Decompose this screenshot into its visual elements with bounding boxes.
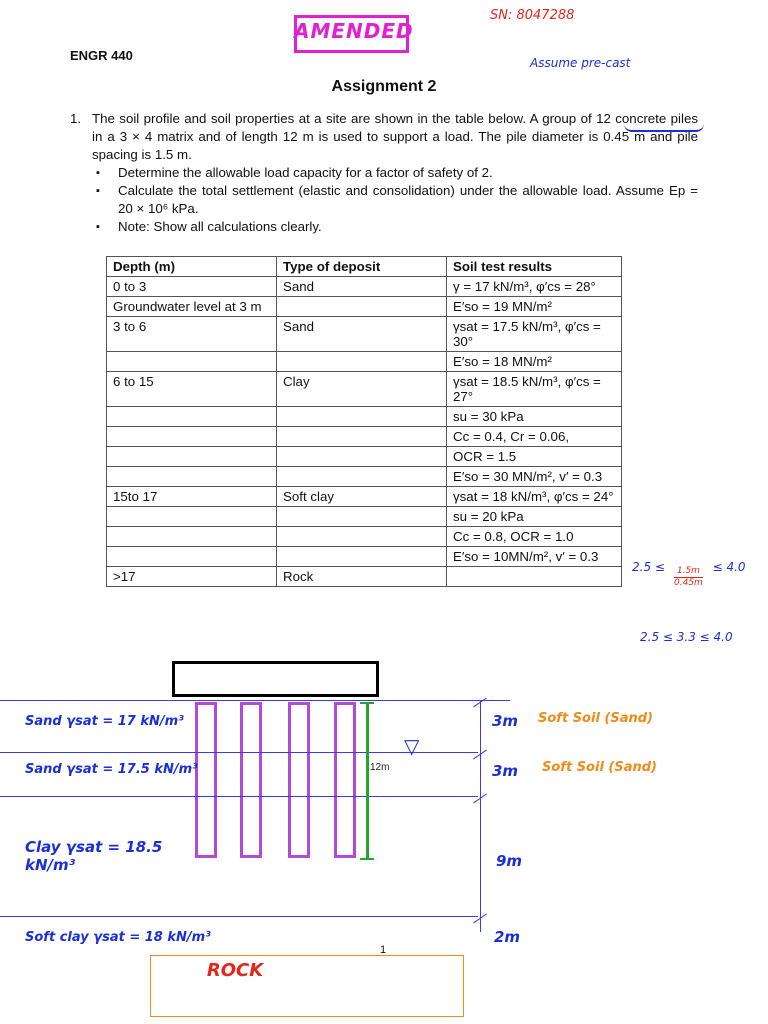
table-cell: Cc = 0.8, OCR = 1.0	[447, 527, 622, 547]
question-bullets	[92, 164, 698, 236]
table-cell: γsat = 17.5 kN/m³, φ′cs = 30°	[447, 317, 622, 352]
pile	[195, 702, 217, 858]
water-table-icon: ▽	[404, 736, 420, 758]
table-cell	[107, 507, 277, 527]
precast-note: Assume pre-cast	[530, 56, 631, 70]
handwritten-underline	[624, 124, 704, 132]
column-header: Depth (m)	[107, 257, 277, 277]
table-cell	[277, 352, 447, 372]
table-cell: su = 20 kPa	[447, 507, 622, 527]
table-cell	[277, 527, 447, 547]
table-cell: 6 to 15	[107, 372, 277, 407]
table-cell	[447, 567, 622, 587]
table-cell	[277, 467, 447, 487]
table-cell: γsat = 18.5 kN/m³, φ′cs = 27°	[447, 372, 622, 407]
table-cell	[277, 407, 447, 427]
table-row	[107, 407, 622, 427]
table-header-row	[107, 257, 622, 277]
rock-label: ROCK	[206, 960, 264, 981]
table-cell: 3 to 6	[107, 317, 277, 352]
question-1	[70, 110, 698, 236]
layer-boundary	[0, 700, 510, 701]
table-row	[107, 427, 622, 447]
question-number: 1.	[70, 111, 82, 126]
student-number-note: SN: 8047288	[490, 8, 575, 23]
table-cell	[107, 352, 277, 372]
question-text: The soil profile and soil properties at a site are shown in the table below. A group of 12 concrete piles in a 3 × 4 matrix and of length 12 m is used to support a load. The pile diameter is 0.45 m and pile spacing is 1.5 m.	[92, 111, 698, 162]
table-cell: Sand	[277, 277, 447, 297]
ratio-upper: ≤ 4.0	[712, 560, 746, 574]
table-cell	[277, 547, 447, 567]
table-cell: Groundwater level at 3 m	[107, 297, 277, 317]
depth-label: 2m	[494, 928, 521, 946]
bullet-item: ▪ Calculate the total settlement (elastic and consolidation) under the allowable load. Assume Ep = 20 × 10⁶ kPa.	[118, 182, 698, 218]
table-row	[107, 507, 622, 527]
table-cell: γ = 17 kN/m³, φ′cs = 28°	[447, 277, 622, 297]
pile-cap	[172, 661, 379, 697]
depth-label: 9m	[496, 852, 523, 870]
table-row	[107, 352, 622, 372]
bullet-item: ▪ Note: Show all calculations clearly.	[118, 218, 698, 236]
table-cell: E′so = 30 MN/m², v′ = 0.3	[447, 467, 622, 487]
pile-length-label: 12m	[370, 762, 390, 773]
column-header: Type of deposit	[277, 257, 447, 277]
pile	[240, 702, 262, 858]
table-row	[107, 547, 622, 567]
soil-properties-table	[106, 256, 622, 587]
layer-label: Sand γsat = 17 kN/m³	[25, 714, 184, 729]
table-cell: 0 to 3	[107, 277, 277, 297]
table-cell: Sand	[277, 317, 447, 352]
dimension-tick	[360, 702, 374, 704]
ratio-lower: 2.5 ≤	[632, 560, 665, 574]
table-cell	[277, 507, 447, 527]
table-cell	[277, 447, 447, 467]
table-row	[107, 317, 622, 352]
table-cell: Cc = 0.4, Cr = 0.06,	[447, 427, 622, 447]
table-cell	[277, 427, 447, 447]
pile	[288, 702, 310, 858]
table-row	[107, 527, 622, 547]
assignment-title: Assignment 2	[331, 78, 437, 95]
depth-dimension-line	[480, 700, 481, 932]
spacing-check-2: 2.5 ≤ 3.3 ≤ 4.0	[640, 630, 733, 644]
table-cell: γsat = 18 kN/m³, φ′cs = 24°	[447, 487, 622, 507]
fraction-numerator: 1.5m	[674, 566, 703, 578]
table-row	[107, 277, 622, 297]
table-cell: 15to 17	[107, 487, 277, 507]
fraction-denominator: 0.45m	[674, 578, 703, 588]
table-cell	[107, 427, 277, 447]
bullet-item: ▪ Determine the allowable load capacity for a factor of safety of 2.	[118, 164, 698, 182]
layer-boundary	[0, 916, 478, 917]
table-cell	[107, 447, 277, 467]
layer-label: Sand γsat = 17.5 kN/m³	[25, 762, 198, 777]
layer-boundary	[0, 796, 478, 797]
depth-label: 3m	[492, 762, 519, 780]
table-row	[107, 297, 622, 317]
course-code: ENGR 440	[70, 48, 133, 63]
table-cell	[277, 297, 447, 317]
table-cell	[107, 407, 277, 427]
table-cell: E′so = 18 MN/m²	[447, 352, 622, 372]
table-cell: E′so = 10MN/m², v′ = 0.3	[447, 547, 622, 567]
table-cell	[107, 527, 277, 547]
page-number: 1	[380, 944, 387, 956]
layer-label: Soft clay γsat = 18 kN/m³	[25, 930, 211, 945]
soft-soil-label: Soft Soil (Sand)	[542, 760, 658, 775]
table-cell: Soft clay	[277, 487, 447, 507]
column-header: Soil test results	[447, 257, 622, 277]
table-cell: Clay	[277, 372, 447, 407]
table-cell	[107, 467, 277, 487]
spacing-fraction	[674, 566, 703, 589]
table-row	[107, 487, 622, 507]
pile	[334, 702, 356, 858]
table-cell: OCR = 1.5	[447, 447, 622, 467]
soft-soil-label: Soft Soil (Sand)	[538, 711, 654, 726]
pile-length-dimension	[366, 702, 369, 860]
table-row	[107, 567, 622, 587]
table-cell: E′so = 19 MN/m²	[447, 297, 622, 317]
table-row	[107, 447, 622, 467]
table-cell: su = 30 kPa	[447, 407, 622, 427]
table-cell: >17	[107, 567, 277, 587]
depth-label: 3m	[492, 712, 519, 730]
table-row	[107, 372, 622, 407]
dimension-tick	[360, 858, 374, 860]
table-cell	[107, 547, 277, 567]
table-cell: Rock	[277, 567, 447, 587]
layer-label: Clay γsat = 18.5 kN/m³	[25, 838, 163, 874]
amended-stamp: AMENDED	[294, 19, 414, 43]
table-row	[107, 467, 622, 487]
